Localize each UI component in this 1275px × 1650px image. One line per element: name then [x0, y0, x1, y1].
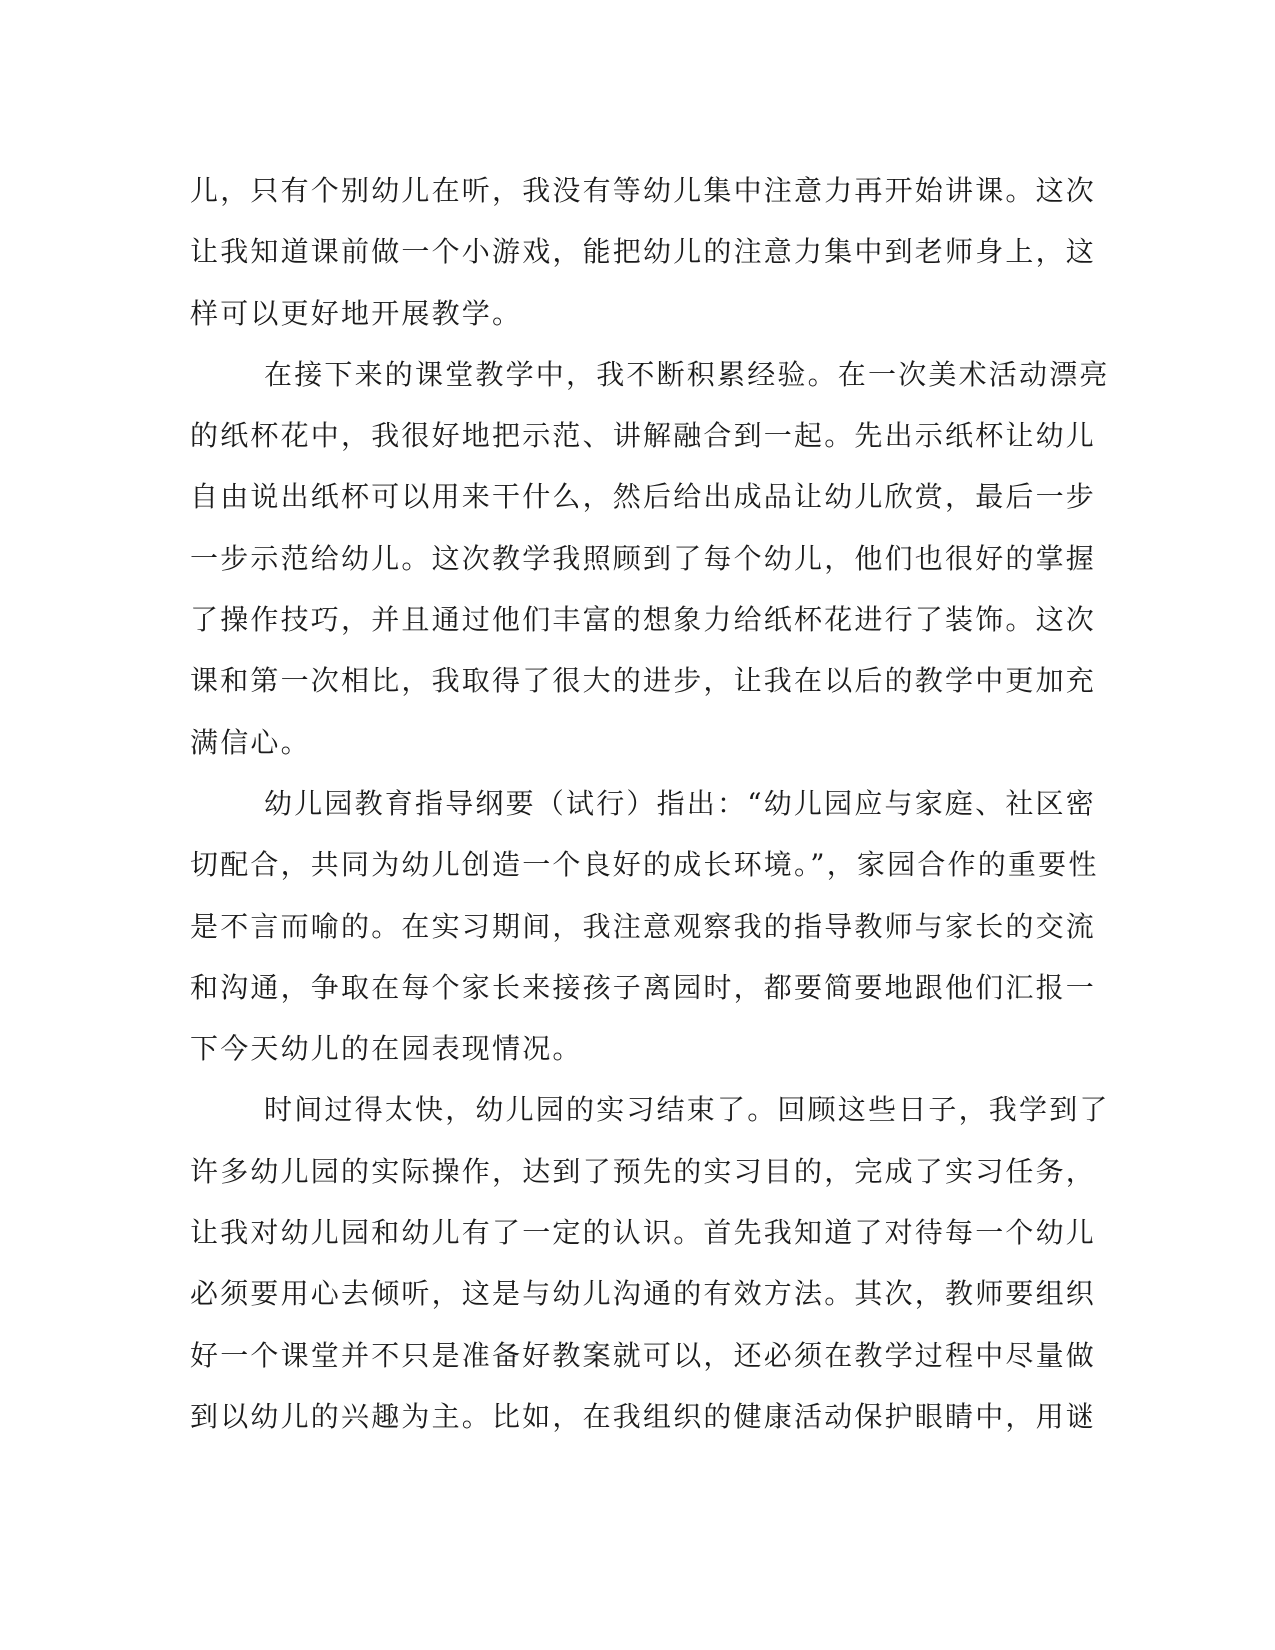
text-line: 和沟通，争取在每个家长来接孩子离园时，都要简要地跟他们汇报一 — [190, 970, 1097, 1004]
text-line: 课和第一次相比，我取得了很大的进步，让我在以后的教学中更加充 — [190, 664, 1097, 698]
text-line: 儿，只有个别幼儿在听，我没有等幼儿集中注意力再开始讲课。这次 — [190, 174, 1097, 207]
text-line: 一步示范给幼儿。这次教学我照顾到了每个幼儿，他们也很好的掌握 — [190, 541, 1097, 575]
text-line: 让我知道课前做一个小游戏，能把幼儿的注意力集中到老师身上，这 — [190, 235, 1097, 269]
text-line: 样可以更好地开展教学。 — [190, 296, 523, 330]
text-line: 是不言而喻的。在实习期间，我注意观察我的指导教师与家长的交流 — [190, 909, 1097, 943]
body-text — [190, 160, 1110, 1447]
text-line: 的纸杯花中，我很好地把示范、讲解融合到一起。先出示纸杯让幼儿 — [190, 419, 1097, 453]
text-line: 必须要用心去倾听，这是与幼儿沟通的有效方法。其次，教师要组织 — [190, 1277, 1097, 1311]
text-line: 切配合，共同为幼儿创造一个良好的成长环境。”，家园合作的重要性 — [190, 848, 1099, 882]
text-line: 满信心。 — [190, 725, 311, 759]
text-line: 让我对幼儿园和幼儿有了一定的认识。首先我知道了对待每一个幼儿 — [190, 1216, 1097, 1250]
text-line: 了操作技巧，并且通过他们丰富的想象力给纸杯花进行了装饰。这次 — [190, 603, 1097, 637]
text-line: 到以幼儿的兴趣为主。比如，在我组织的健康活动保护眼睛中，用谜 — [190, 1399, 1097, 1433]
text-line: 许多幼儿园的实际操作，达到了预先的实习目的，完成了实习任务， — [190, 1154, 1097, 1188]
text-line: 时间过得太快，幼儿园的实习结束了。回顾这些日子，我学到了 — [264, 1093, 1110, 1127]
text-line: 下今天幼儿的在园表现情况。 — [190, 1032, 583, 1066]
text-line: 自由说出纸杯可以用来干什么，然后给出成品让幼儿欣赏，最后一步 — [190, 480, 1097, 514]
text-line: 在接下来的课堂教学中，我不断积累经验。在一次美术活动漂亮 — [264, 357, 1110, 391]
text-line: 好一个课堂并不只是准备好教案就可以，还必须在教学过程中尽量做 — [190, 1338, 1097, 1372]
text-line: 幼儿园教育指导纲要（试行）指出：“幼儿园应与家庭、社区密 — [264, 786, 1096, 820]
